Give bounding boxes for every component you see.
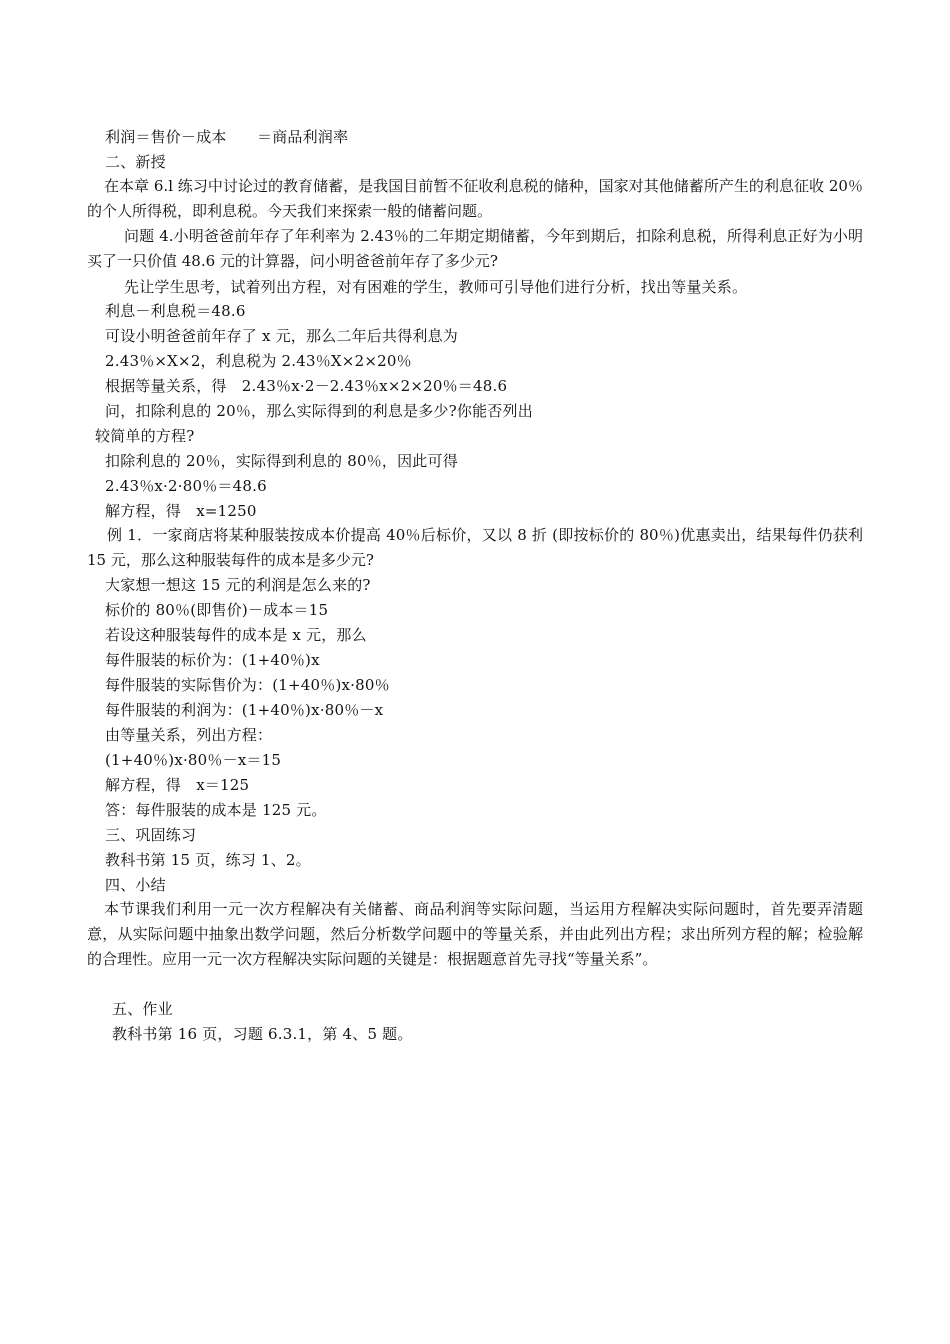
paragraph-example-1: 例 1．一家商店将某种服装按成本价提高 40％后标价，又以 8 折 (即按标价的 80％)优惠卖出，结果每件仍获利 15 元，那么这种服装每件的成本是多少元? bbox=[87, 526, 863, 569]
section-heading-new-lesson: 二、新授 bbox=[105, 153, 166, 171]
paragraph-summary: 本节课我们利用一元一次方程解决有关储蓄、商品利润等实际问题，当运用方程解决实际问题时，首先要弄清题意，从实际问题中抽象出数学问题，然后分析数学问题中的等量关系，并由此列出方程；求出所列方程的解；检验解的合理性。应用一元一次方程解决实际问题的关键是：根据题意首先寻找“等量关系”。 bbox=[87, 900, 863, 968]
profit-formula-line: 利润＝售价－成本 ＝商品利润率 bbox=[105, 128, 349, 146]
text-line: 2.43％×X×2，利息税为 2.43％X×2×20％ bbox=[105, 352, 412, 370]
text-line: 扣除利息的 20％，实际得到利息的 80％，因此可得 bbox=[105, 452, 458, 470]
text-line: 每件服装的利润为：(1+40％)x·80％－x bbox=[105, 701, 384, 719]
answer-line: 答：每件服装的成本是 125 元。 bbox=[105, 801, 327, 819]
equation-interest-line: 利息－利息税＝48.6 bbox=[105, 302, 246, 320]
teacher-guidance-line: 先让学生思考，试着列出方程，对有困难的学生，教师可引导他们进行分析，找出等量关系。 bbox=[124, 278, 748, 296]
paragraph-education-savings: 在本章 6.l 练习中讨论过的教育储蓄，是我国目前暂不征收利息税的储种，国家对其他储蓄所产生的利息征收 20％的个人所得税，即利息税。今天我们来探索一般的储蓄问题。 bbox=[87, 177, 863, 220]
solution-line: 解方程，得 x＝125 bbox=[105, 776, 250, 794]
question-line: 较简单的方程? bbox=[95, 427, 195, 445]
text-line: 若设这种服装每件的成本是 x 元，那么 bbox=[105, 626, 367, 644]
section-heading-homework: 五、作业 bbox=[112, 1000, 173, 1018]
section-heading-summary: 四、小结 bbox=[105, 876, 166, 894]
equation-line: (1+40％)x·80％－x＝15 bbox=[105, 751, 282, 769]
equation-line: 2.43％x·2·80％＝48.6 bbox=[105, 477, 267, 495]
text-line: 可设小明爸爸前年存了 x 元，那么二年后共得利息为 bbox=[105, 327, 458, 345]
equation-line: 根据等量关系，得 2.43％x·2－2.43％x×2×20％＝48.6 bbox=[105, 377, 508, 395]
text-line: 教科书第 15 页，练习 1、2。 bbox=[105, 851, 311, 869]
section-heading-practice: 三、巩固练习 bbox=[105, 826, 197, 844]
text-line: 大家想一想这 15 元的利润是怎么来的? bbox=[105, 576, 371, 594]
text-line: 教科书第 16 页，习题 6.3.1，第 4、5 题。 bbox=[112, 1025, 413, 1043]
text-line: 每件服装的标价为：(1+40％)x bbox=[105, 651, 320, 669]
solution-line: 解方程，得 x=1250 bbox=[105, 502, 257, 520]
paragraph-problem-4: 问题 4.小明爸爸前年存了年利率为 2.43％的二年期定期储蓄，今年到期后，扣除利息税，所得利息正好为小明买了一只价值 48.6 元的计算器，问小明爸爸前年存了多少元? bbox=[87, 227, 863, 270]
text-line: 由等量关系，列出方程： bbox=[105, 726, 273, 744]
equation-line: 标价的 80％(即售价)－成本＝15 bbox=[105, 601, 329, 619]
text-line: 每件服装的实际售价为：(1+40％)x·80％ bbox=[105, 676, 390, 694]
question-line: 问，扣除利息的 20％，那么实际得到的利息是多少?你能否列出 bbox=[105, 402, 533, 420]
